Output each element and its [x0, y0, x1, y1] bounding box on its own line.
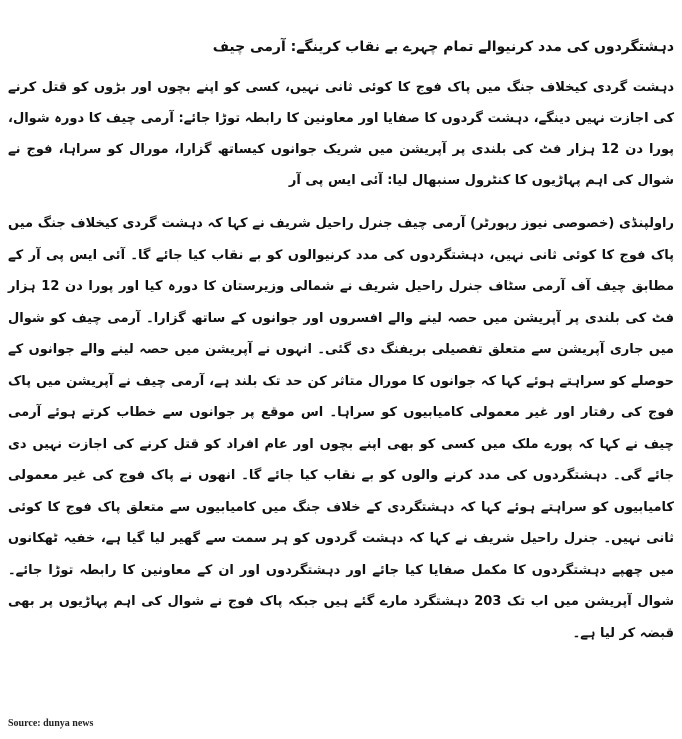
article-body: راولپنڈی (خصوصی نیوز رپورٹر) آرمی چیف جنرل راحیل شریف نے کہا کہ دہشت گردی کیخلاف جنگ میں پاک فوج کا کوئی ثانی نہیں، دہشتگردوں کی مدد کرنیوالوں کو بے نقاب کیا جائے گا۔ آئی ایس پی آر کے مطابق چیف آف آرمی سٹاف جنرل راحیل شریف نے شمالی وزیرستان کا دورہ کیا اور پورا دن 12 ہزار فٹ کی بلندی پر آپریشن میں حصہ لینے والے افسروں اور جوانوں کے ساتھ گزارا۔ آرمی چیف کو شوال میں جاری آپریشن سے متعلق تفصیلی بریفنگ دی گئی۔ انہوں نے آپریشن میں حصہ لینے والے جوانوں کے حوصلے کو سراہتے ہوئے کہا کہ جوانوں کا مورال متاثر کن حد تک بلند ہے، آرمی چیف نے آپریشن میں پاک فوج کی رفتار اور غیر معمولی کامیابیوں کو سراہا۔ اس موقع پر جوانوں سے خطاب کرتے ہوئے آرمی چیف نے کہا کہ پورے ملک میں کسی کو بھی اپنے بچوں اور عام افراد کو قتل کرنے کی اجازت نہیں دی جائے گی۔ دہشتگردوں کی مدد کرنے والوں کو بے نقاب کیا جائے گا۔ انھوں نے پاک فوج کی غیر معمولی کامیابیوں کو سراہتے ہوئے کہا کہ دہشتگردی کے خلاف جنگ میں کامیابیوں سے متعلق پاک فوج کا کوئی ثانی نہیں۔ جنرل راحیل شریف نے کہا کہ دہشت گردوں کو ہر سمت سے گھیر لیا گیا ہے، خفیہ ٹھکانوں میں چھپے دہشتگردوں کا مکمل صفایا کیا جائے اور دہشتگردوں اور ان کے معاونین کا رابطہ توڑا جائے۔ شوال آپریشن میں اب تک 203 دہشتگرد مارے گئے ہیں جبکہ پاک فوج نے شوال کی اہم پہاڑیوں پر بھی قبضہ کر لیا ہے۔ — [8, 216, 675, 641]
source-credit: Source: dunya news — [8, 718, 94, 729]
article-headline: دہشتگردوں کی مدد کرنیوالے تمام چہرے بے نقاب کرینگے: آرمی چیف — [212, 39, 674, 55]
news-article — [8, 0, 674, 739]
article-summary: دہشت گردی کیخلاف جنگ میں پاک فوج کا کوئی ثانی نہیں، کسی کو اپنے بچوں اور بڑوں کو قتل کرنے کی اجازت نہیں دینگے، دہشت گردوں کا صفایا اور معاونین کا رابطہ توڑا جائے: آرمی چیف کا دورہ شوال، پورا دن 12 ہزار فٹ کی بلندی پر آپریشن میں شریک جوانوں کیساتھ گزارا، مورال کو سراہا، فوج نے شوال کی اہم پہاڑیوں کا کنٹرول سنبھال لیا: آئی ایس پی آر — [8, 80, 674, 188]
